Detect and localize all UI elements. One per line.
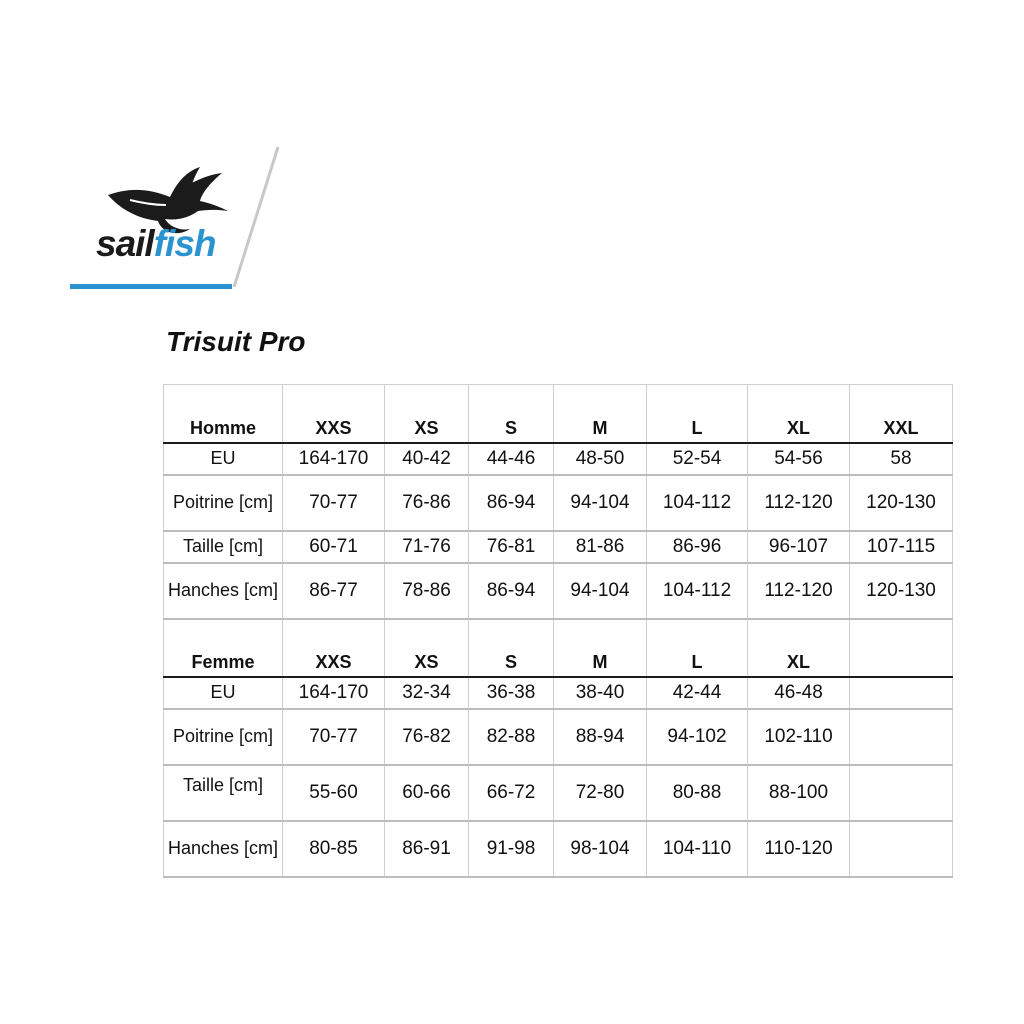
men-header-cell: Homme <box>164 385 283 443</box>
table-cell: 164-170 <box>283 677 385 709</box>
men-header-cell: XXS <box>283 385 385 443</box>
table-cell: 88-100 <box>748 765 850 821</box>
table-cell: 98-104 <box>554 821 647 877</box>
table-cell: 76-81 <box>469 531 554 563</box>
table-cell <box>850 765 953 821</box>
table-cell: 70-77 <box>283 475 385 531</box>
table-cell: 104-112 <box>647 475 748 531</box>
table-cell <box>850 677 953 709</box>
table-cell: 82-88 <box>469 709 554 765</box>
men-header-row <box>164 385 953 443</box>
table-cell: 86-91 <box>385 821 469 877</box>
women-header-cell: XL <box>748 619 850 677</box>
women-header-cell: XXS <box>283 619 385 677</box>
table-cell: 70-77 <box>283 709 385 765</box>
table-cell: 44-46 <box>469 443 554 475</box>
table-row <box>164 709 953 765</box>
table-cell: 86-96 <box>647 531 748 563</box>
table-cell: 112-120 <box>748 475 850 531</box>
table-cell <box>850 821 953 877</box>
table-cell: 91-98 <box>469 821 554 877</box>
table-cell: 80-85 <box>283 821 385 877</box>
table-cell: 96-107 <box>748 531 850 563</box>
row-label: Taille [cm] <box>164 531 283 563</box>
table-cell: 40-42 <box>385 443 469 475</box>
table-cell: 38-40 <box>554 677 647 709</box>
table-cell: 81-86 <box>554 531 647 563</box>
table-cell <box>850 709 953 765</box>
table-cell: 32-34 <box>385 677 469 709</box>
row-label: Hanches [cm] <box>164 821 283 877</box>
table-cell: 104-110 <box>647 821 748 877</box>
sailfish-logo-icon <box>70 145 285 295</box>
brand-name-part2: fish <box>153 223 216 264</box>
women-header-cell <box>850 619 953 677</box>
table-cell: 36-38 <box>469 677 554 709</box>
women-header-cell: L <box>647 619 748 677</box>
table-cell: 86-94 <box>469 475 554 531</box>
women-header-row <box>164 619 953 677</box>
women-header-cell: Femme <box>164 619 283 677</box>
women-header-cell: XS <box>385 619 469 677</box>
table-cell: 46-48 <box>748 677 850 709</box>
table-cell: 55-60 <box>283 765 385 821</box>
brand-wordmark <box>96 223 216 265</box>
table-cell: 94-104 <box>554 475 647 531</box>
table-cell: 72-80 <box>554 765 647 821</box>
row-label: Poitrine [cm] <box>164 709 283 765</box>
table-cell: 120-130 <box>850 563 953 619</box>
table-cell: 112-120 <box>748 563 850 619</box>
table-cell: 71-76 <box>385 531 469 563</box>
sailfish-logo <box>70 145 285 295</box>
men-header-cell: XXL <box>850 385 953 443</box>
row-label: EU <box>164 443 283 475</box>
row-label: Poitrine [cm] <box>164 475 283 531</box>
table-row <box>164 677 953 709</box>
row-label: EU <box>164 677 283 709</box>
table-cell: 164-170 <box>283 443 385 475</box>
table-cell: 48-50 <box>554 443 647 475</box>
table-cell: 60-66 <box>385 765 469 821</box>
table-cell: 42-44 <box>647 677 748 709</box>
table-cell: 104-112 <box>647 563 748 619</box>
brand-name-part1: sail <box>96 223 154 264</box>
women-header-cell: S <box>469 619 554 677</box>
table-cell: 54-56 <box>748 443 850 475</box>
table-cell: 86-77 <box>283 563 385 619</box>
table-cell: 60-71 <box>283 531 385 563</box>
table-cell: 94-104 <box>554 563 647 619</box>
table-cell: 52-54 <box>647 443 748 475</box>
men-header-cell: S <box>469 385 554 443</box>
men-header-cell: XL <box>748 385 850 443</box>
size-table <box>163 384 953 878</box>
men-header-cell: XS <box>385 385 469 443</box>
row-label: Taille [cm] <box>164 765 283 821</box>
table-row <box>164 475 953 531</box>
table-cell: 94-102 <box>647 709 748 765</box>
table-cell: 86-94 <box>469 563 554 619</box>
table-cell: 88-94 <box>554 709 647 765</box>
row-label: Hanches [cm] <box>164 563 283 619</box>
table-row <box>164 563 953 619</box>
table-cell: 120-130 <box>850 475 953 531</box>
men-header-cell: L <box>647 385 748 443</box>
men-header-cell: M <box>554 385 647 443</box>
table-row <box>164 531 953 563</box>
table-row <box>164 821 953 877</box>
table-cell: 102-110 <box>748 709 850 765</box>
table-cell: 58 <box>850 443 953 475</box>
table-cell: 76-82 <box>385 709 469 765</box>
table-cell: 107-115 <box>850 531 953 563</box>
table-cell: 66-72 <box>469 765 554 821</box>
women-header-cell: M <box>554 619 647 677</box>
table-cell: 78-86 <box>385 563 469 619</box>
table-cell: 110-120 <box>748 821 850 877</box>
table-cell: 80-88 <box>647 765 748 821</box>
table-cell: 76-86 <box>385 475 469 531</box>
table-row <box>164 765 953 821</box>
page-title: Trisuit Pro <box>166 326 306 357</box>
table-row <box>164 443 953 475</box>
